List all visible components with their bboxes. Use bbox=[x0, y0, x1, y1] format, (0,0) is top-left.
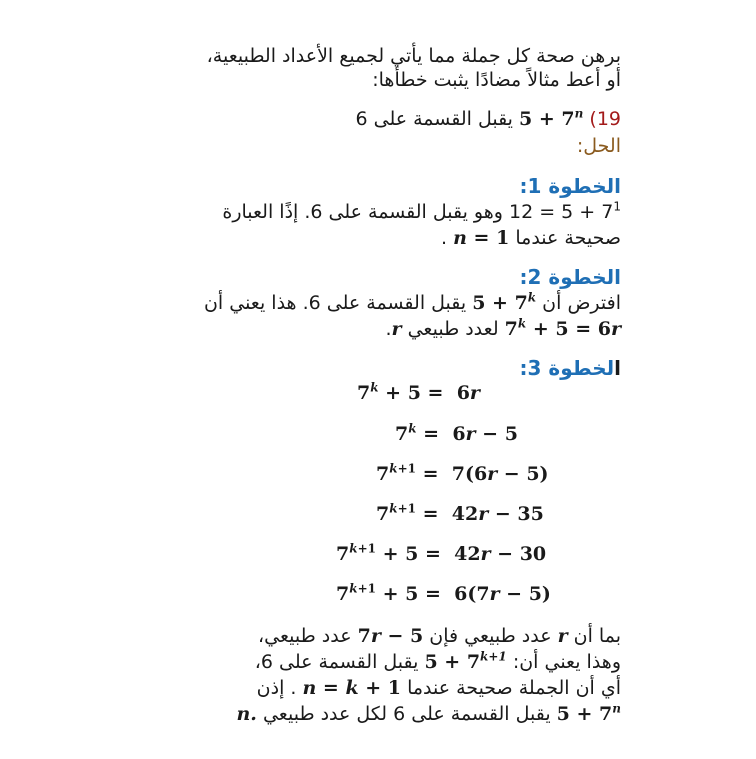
conclusion-expr-1: 7r − 5 bbox=[357, 625, 424, 647]
conclusion-expr-2: $5 + 7^{k+1}$ bbox=[424, 649, 507, 673]
step1-math: $12 = 5 + 7^1$ bbox=[509, 199, 621, 223]
conclusion-expr-4: $5 + 7^n$ bbox=[556, 701, 621, 725]
step1-line-1: $12 = 5 + 7^1$ وهو يقبل القسمة على 6. إذًا العبارة bbox=[222, 199, 621, 223]
problem-text: يقبل القسمة على 6 bbox=[355, 108, 513, 130]
conclusion-line-3: أي أن الجملة صحيحة عندما n = k + 1 . إذن bbox=[256, 677, 621, 699]
step2-equation: $7^k + 5 = 6r$ bbox=[504, 316, 621, 340]
problem-expression: $5 + 7^n$ bbox=[519, 106, 584, 130]
equation-row: $7^k = 6r - 5$ bbox=[395, 421, 518, 445]
step2-line-1: افترض أن $5 + 7^k$ يقبل القسمة على 6. هذا يعني أن bbox=[203, 290, 621, 314]
step2-title: الخطوة 2: bbox=[519, 265, 621, 289]
step1-title: الخطوة 1: bbox=[519, 174, 621, 198]
step2-line-2: $7^k + 5 = 6r$ لعدد طبيعي r. bbox=[385, 316, 621, 340]
intro-line-2: أو أعط مثالاً مضادًا يثبت خطأها: bbox=[372, 69, 621, 91]
step1-line-2: صحيحة عندما n = 1 . bbox=[441, 227, 621, 249]
equation-row: $7^{k+1} + 5 = 6(7r - 5)$ bbox=[336, 581, 551, 605]
problem-number: 19) bbox=[589, 108, 621, 130]
intro-line-1: برهن صحة كل جملة مما يأتي لجميع الأعداد الطبيعية، bbox=[206, 45, 621, 67]
solution-label: الحل: bbox=[576, 135, 621, 157]
equation-row: $7^{k+1} + 5 = 42r - 30$ bbox=[336, 541, 547, 565]
step3-title: الخطوة 3: bbox=[519, 356, 621, 380]
conclusion-line-2: وهذا يعني أن: $5 + 7^{k+1}$ يقبل القسمة على 6، bbox=[254, 649, 621, 673]
conclusion-line-4: $5 + 7^n$ يقبل القسمة على 6 لكل عدد طبيعي n. bbox=[236, 701, 621, 725]
step1-condition: n = 1 bbox=[453, 227, 510, 249]
equation-row: $7^k + 5 = 6r$ bbox=[357, 380, 480, 404]
problem-statement bbox=[355, 107, 621, 131]
conclusion-condition: n = k + 1 bbox=[302, 677, 402, 699]
step2-expression: $5 + 7^k$ bbox=[472, 290, 537, 314]
conclusion-line-1: بما أن r عدد طبيعي فإن 7r − 5 عدد طبيعي، bbox=[258, 625, 621, 647]
equation-row: $7^{k+1} = 7(6r - 5)$ bbox=[376, 461, 549, 485]
equation-row: $7^{k+1} = 42r - 35$ bbox=[376, 501, 544, 525]
